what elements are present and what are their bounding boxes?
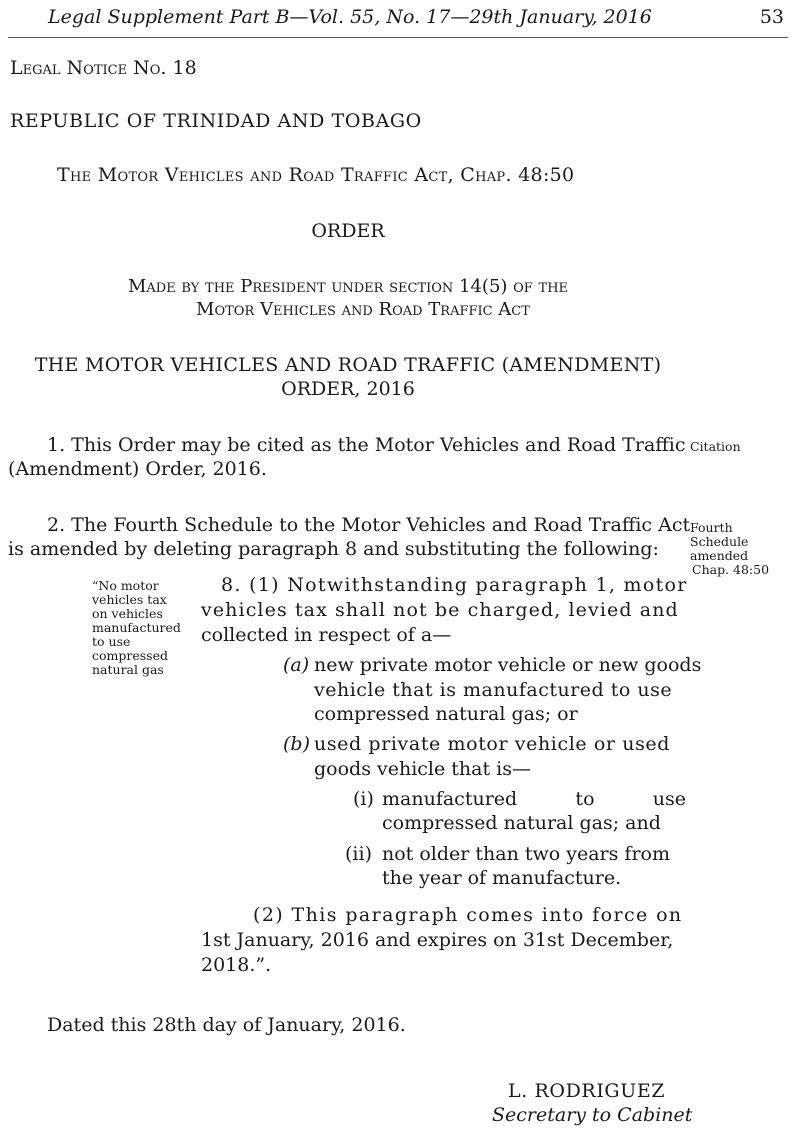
signatory-title: Secretary to Cabinet [492, 1104, 693, 1126]
margin-note-line: compressed [92, 648, 168, 663]
margin-note-line: Schedule [690, 534, 749, 549]
item-ii-marker: (ii) [345, 843, 372, 865]
order-title-line2: ORDER, 2016 [281, 378, 415, 400]
margin-note-citation: Citation [690, 439, 741, 454]
republic-heading: REPUBLIC OF TRINIDAD AND TOBAGO [10, 110, 422, 132]
para2-line1: (2) This paragraph comes into force on [253, 904, 683, 926]
margin-note-line: natural gas [92, 662, 164, 677]
item-i-marker: (i) [353, 788, 374, 810]
item-b-line2: goods vehicle that is— [314, 758, 531, 780]
margin-note-line: manufactured [92, 620, 181, 635]
item-ii-line1: not older than two years from [382, 843, 670, 865]
margin-note-line: on vehicles [92, 606, 163, 621]
item-ii-line2: the year of manufacture. [382, 867, 622, 889]
margin-note-line: vehicles tax [92, 592, 167, 607]
act-title: The Motor Vehicles and Road Traffic Act, Chap. 48:50 [57, 164, 575, 186]
dated-line: Dated this 28th day of January, 2016. [47, 1014, 406, 1036]
margin-note-line: “No motor [92, 578, 159, 593]
section2-line2: is amended by deleting paragraph 8 and substituting the following: [8, 538, 659, 560]
order-label: ORDER [311, 220, 385, 242]
section2-line1: 2. The Fourth Schedule to the Motor Vehicles and Road Traffic Act [47, 514, 691, 536]
signatory-name: L. RODRIGUEZ [508, 1080, 666, 1102]
item-b-marker: (b) [283, 733, 310, 755]
item-a-line1: new private motor vehicle or new goods [314, 654, 702, 676]
margin-note-fourth-schedule [690, 521, 769, 577]
section1-line2: (Amendment) Order, 2016. [8, 458, 267, 480]
para2-line3: 2018.”. [201, 954, 272, 976]
section1-line1: 1. This Order may be cited as the Motor Vehicles and Road Traffic [47, 434, 686, 456]
margin-note-line: Fourth [690, 520, 733, 535]
para8-line2: vehicles tax shall not be charged, levied and [201, 599, 679, 621]
item-i-line2: compressed natural gas; and [382, 812, 661, 834]
margin-note-line: amended [690, 548, 749, 563]
margin-note-line: to use [92, 634, 131, 649]
item-b-line1: used private motor vehicle or used [314, 733, 671, 755]
item-a-marker: (a) [283, 654, 310, 676]
order-title-line1: THE MOTOR VEHICLES AND ROAD TRAFFIC (AMENDMENT) [34, 354, 662, 376]
para2-line2: 1st January, 2016 and expires on 31st December, [201, 929, 674, 951]
margin-note-line: Chap. 48:50 [692, 562, 770, 577]
page-number: 53 [759, 6, 784, 28]
item-a-line2: vehicle that is manufactured to use [314, 679, 673, 701]
made-by-line2: Motor Vehicles and Road Traffic Act [196, 299, 530, 320]
item-i-line1: manufactured to use [382, 788, 686, 810]
header-rule [8, 37, 788, 38]
notice-label: Legal Notice No. 18 [10, 57, 197, 79]
para8-line3: collected in respect of a— [201, 624, 452, 646]
running-title: Legal Supplement Part B—Vol. 55, No. 17—29th January, 2016 [48, 6, 652, 28]
made-by-line1: Made by the President under section 14(5) of the [127, 276, 569, 297]
para8-line1: 8. (1) Notwithstanding paragraph 1, motor [221, 574, 688, 596]
item-a-line3: compressed natural gas; or [314, 703, 578, 725]
margin-note-no-motor-vehicles-tax [92, 579, 181, 677]
